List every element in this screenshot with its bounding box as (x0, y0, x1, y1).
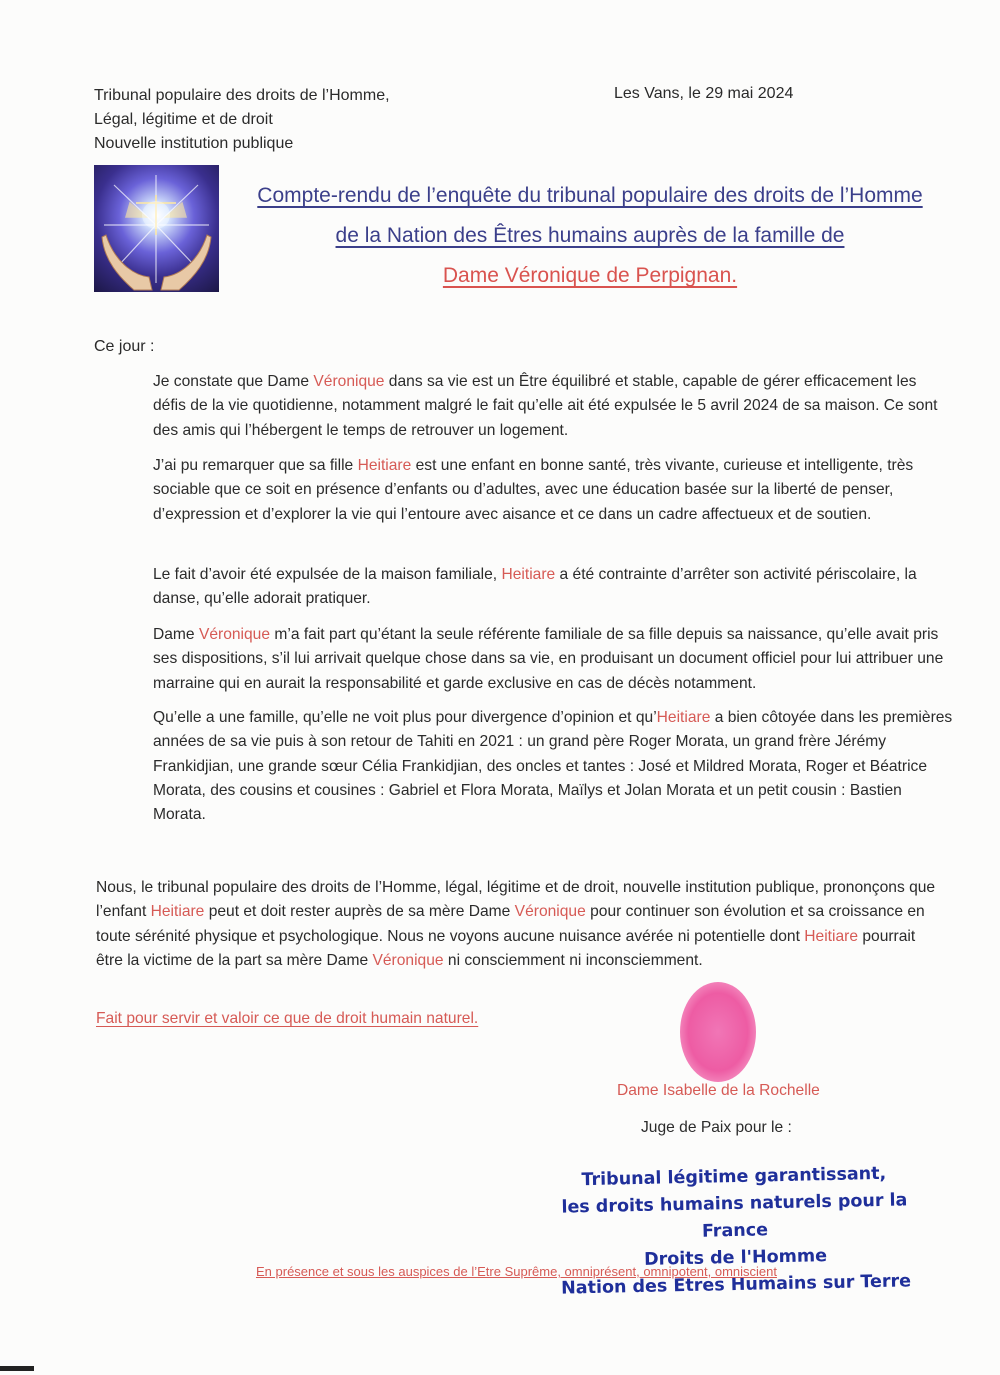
paragraph-text: est une enfant en bonne santé, très vivante, curieuse et intelligente, très sociable que ce soit en présence d’enfants ou d’adultes, avec une éducation basée sur la liberté de penser, d’expression et d’explorer la vie qui l’entoure avec aisance et ce dans un cadre affectueux et de soutien. (153, 457, 914, 523)
paragraph-text: Qu’elle a une famille, qu’elle ne voit plus pour divergence d’opinion et qu’ (153, 709, 657, 726)
thumbprint-stamp (680, 982, 756, 1082)
paragraph-5 (153, 706, 953, 827)
document-title (230, 176, 950, 296)
person-name: Véronique (198, 626, 271, 643)
person-name: Véronique (372, 951, 444, 969)
person-name: Heitiare (501, 566, 556, 583)
paragraph-text: Dame (153, 626, 199, 643)
tribunal-stamp (544, 1160, 927, 1303)
person-name: Heitiare (656, 709, 711, 726)
place-date: Les Vans, le 29 mai 2024 (614, 85, 794, 102)
paragraph-text: Je constate que Dame (153, 373, 314, 390)
paragraph-text: peut et doit rester auprès de sa mère Dame (204, 903, 515, 921)
sender-header (94, 84, 390, 156)
stamp-line-3: Droits de l'Homme (643, 1246, 828, 1270)
person-name: Heitiare (150, 903, 205, 921)
scan-edge-mark (0, 1366, 34, 1371)
footer-note: En présence et sous les auspices de l’Etre Suprême, omniprésent, omnipotent, omniscient (256, 1264, 777, 1279)
paragraph-text: pourrait être la victime de la part sa mère Dame (96, 927, 916, 969)
hands-scales-justice-icon (94, 165, 219, 292)
paragraph-1 (153, 370, 953, 443)
person-name: Véronique (313, 373, 385, 390)
paragraph-text: J’ai pu remarquer que sa fille (153, 457, 358, 474)
paragraph-2 (153, 454, 953, 527)
title-line-2: de la Nation des Êtres humains auprès de la famille de (335, 224, 845, 247)
paragraph-text: a été contrainte d’arrêter son activité périscolaire, la danse, qu’elle adorait pratiquer. (153, 566, 917, 608)
paragraph-text: Le fait d’avoir été expulsée de la maison familiale, (153, 566, 502, 583)
stamp-line-1: Tribunal légitime garantissant, (581, 1163, 887, 1191)
person-name: Véronique (514, 903, 586, 921)
paragraph-text: Nous, le tribunal populaire des droits de l’Homme, légal, légitime et de droit, nouvelle institution publique, prononçons que l’enfant (96, 879, 936, 921)
stamp-line-4: Nation des Etres Humains sur Terre (560, 1271, 912, 1299)
paragraph-text: a bien côtoyée dans les premières années de sa vie puis à son retour de Tahiti en 2021 : un grand père Roger Morata, un grand frère Jérémy Frankidjian, une grande sœur Célia Frankidjian, des oncles et tantes : José et Mildred Morata, Roger et Béatrice Morata, des cousins et cousines : Gabriel et Flora Morata, Maïlys et Jolan Morata et un petit cousin : Bastien Morata. (153, 709, 953, 824)
paragraph-3 (153, 563, 953, 612)
paragraph-text: ni consciemment ni inconsciemment. (443, 951, 703, 969)
stamp-line-2: les droits humains naturels pour la France (561, 1190, 908, 1242)
paragraph-text: dans sa vie est un Être équilibré et stable, capable de gérer efficacement les défis de la vie quotidienne, notamment malgré le fait qu’elle ait été expulsée le 5 avril 2024 de sa maison. Ce sont des amis qui l’hébergent le temps de retrouver un logement. (153, 373, 938, 439)
fait-pour-valoir: Fait pour servir et valoir ce que de droit humain naturel. (96, 1010, 479, 1027)
person-name: Heitiare (804, 927, 859, 945)
signatory-name: Dame Isabelle de la Rochelle (617, 1082, 820, 1099)
header-line-3: Nouvelle institution publique (94, 135, 294, 152)
header-line-2: Légal, légitime et de droit (94, 111, 273, 128)
paragraph-text: pour continuer son évolution et sa croissance en toute sérénité physique et psychologique. Nous ne voyons aucune nuisance avérée ni potentielle dont (96, 903, 925, 945)
header-line-1: Tribunal populaire des droits de l’Homme, (94, 87, 390, 104)
ce-jour-label: Ce jour : (94, 338, 155, 355)
paragraph-4 (153, 623, 953, 696)
paragraph-text: m’a fait part qu’étant la seule référente familiale de sa fille depuis sa naissance, qu’elle avait pris ses dispositions, s’il lui arrivait quelque chose dans sa vie, en produisant un document officiel pour lui attribuer une marraine qui en aurait la responsabilité et garde exclusive en cas de décès notamment. (153, 626, 944, 692)
title-line-1: Compte-rendu de l’enquête du tribunal populaire des droits de l’Homme (257, 184, 923, 207)
title-line-3: Dame Véronique de Perpignan. (442, 264, 738, 287)
conclusion-paragraph (96, 876, 941, 973)
person-name: Heitiare (357, 457, 412, 474)
signatory-role: Juge de Paix pour le : (641, 1119, 792, 1136)
